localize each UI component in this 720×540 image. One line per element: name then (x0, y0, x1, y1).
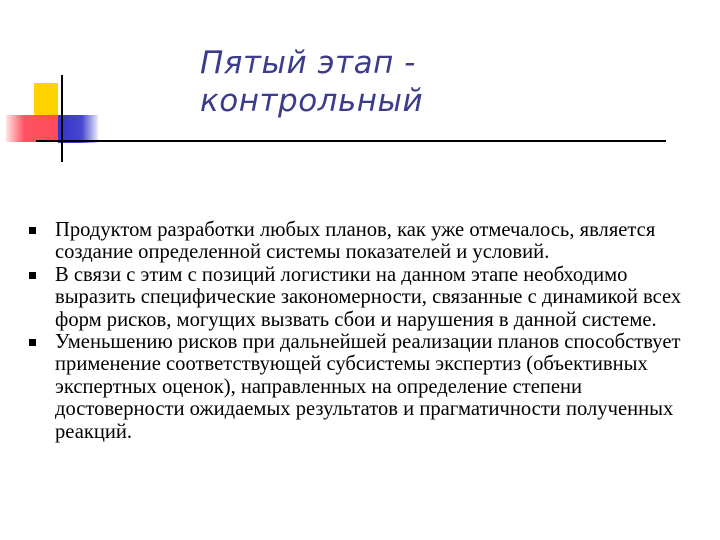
red-square (6, 115, 58, 142)
square-bullet-icon (29, 339, 36, 346)
bullet-item (28, 219, 688, 264)
slide-title-line-1: Пятый этап - (200, 45, 416, 81)
bullet-list (28, 219, 688, 443)
title-underline-rule (36, 140, 666, 142)
bullet-item (28, 264, 688, 331)
blue-square (58, 115, 98, 143)
decorative-squares-graphic (0, 0, 110, 170)
square-bullet-icon (29, 227, 36, 234)
bullet-text: Уменьшению рисков при дальнейшей реализации планов способствует применение соответствующей субсистемы экспертиз (объективных экспертных оценок), направленных на определение степени достоверности ожидаемых результатов и прагматичности полученных реакций. (55, 331, 681, 443)
bullet-text: Продуктом разработки любых планов, как уже отмечалось, является создание определенной системы показателей и условий. (55, 219, 656, 264)
slide-title (200, 44, 700, 120)
square-bullet-icon (29, 272, 36, 279)
slide-title-line-2: контрольный (200, 83, 424, 119)
yellow-square (34, 83, 58, 115)
bullet-item (28, 331, 688, 443)
bullet-text: В связи с этим с позиций логистики на данном этапе необходимо выразить специфические закономерности, связанные с динамикой всех форм рисков, могущих вызвать сбои и нарушения в данной системе. (55, 263, 682, 331)
